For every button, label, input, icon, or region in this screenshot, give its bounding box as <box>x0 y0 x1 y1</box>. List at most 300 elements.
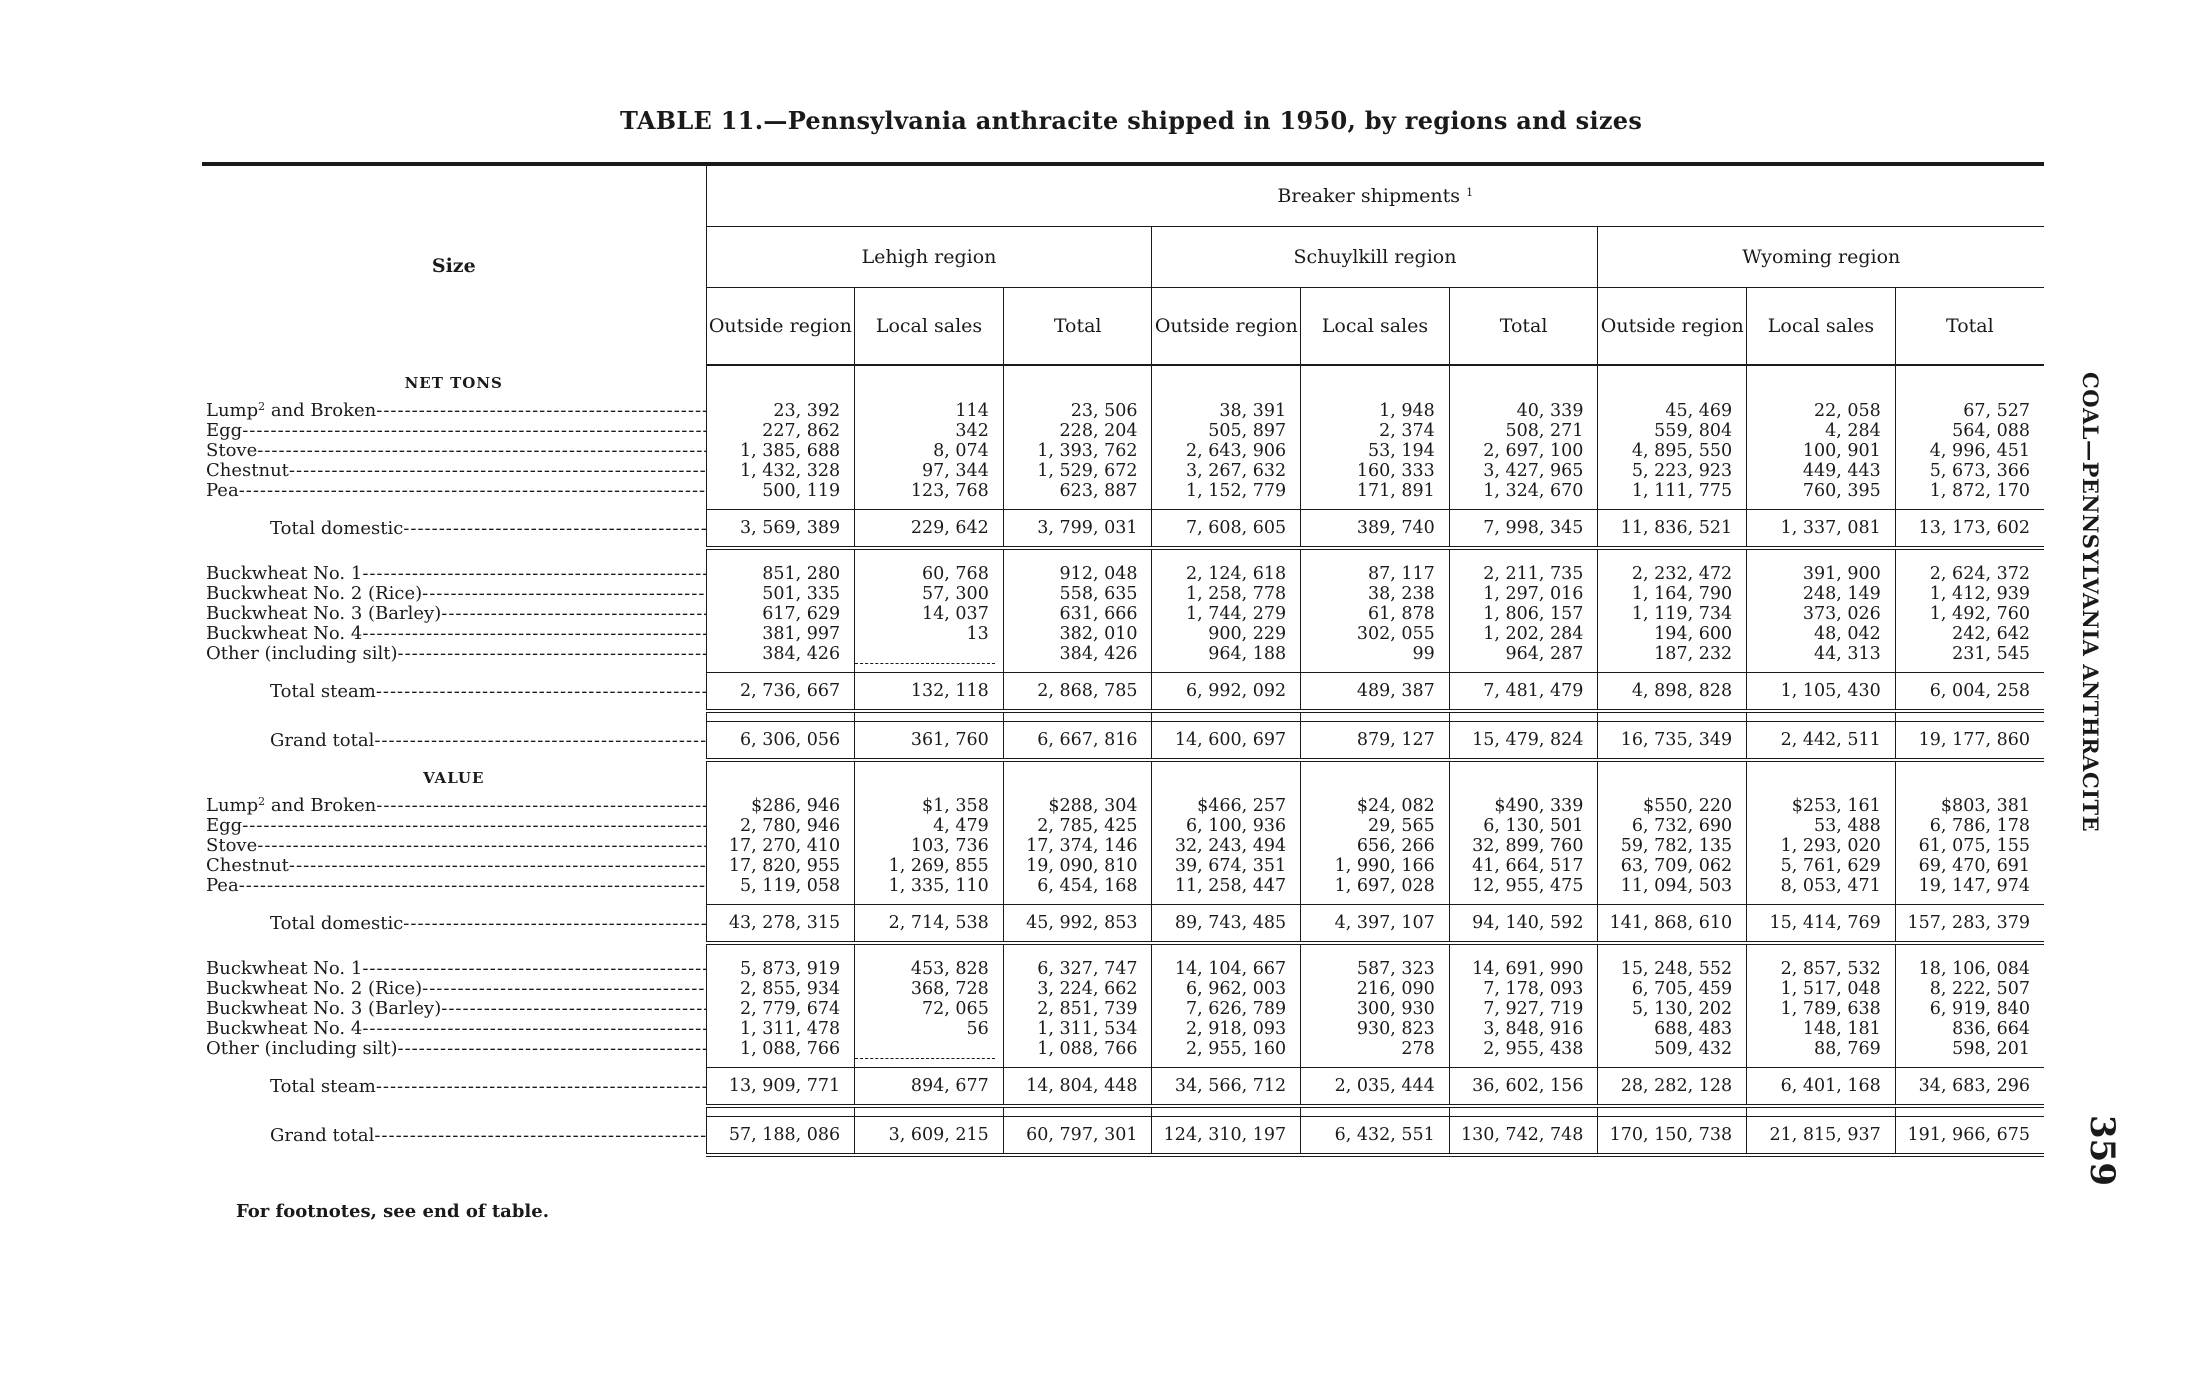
grand-total-row-label: Grand total ----- <box>202 1117 706 1156</box>
value-cell: 21, 815, 937 <box>1747 1117 1896 1156</box>
table-row <box>202 644 2044 664</box>
value-cell: $24, 082 <box>1301 796 1450 816</box>
value-cell: 384, 426 <box>1003 644 1152 664</box>
subcol-total: Total <box>1449 288 1598 366</box>
value-cell: 1, 492, 760 <box>1929 604 2030 624</box>
table-row <box>202 979 2044 999</box>
value-cell: 5, 673, 366 <box>1929 461 2030 481</box>
value-cell: 1, 806, 157 <box>1449 604 1598 624</box>
value-cell: 1, 872, 170 <box>1929 481 2030 501</box>
value-cell: 6, 705, 459 <box>1598 979 1747 999</box>
value-cell: 5, 119, 058 <box>706 876 855 896</box>
value-cell: 53, 488 <box>1747 816 1896 836</box>
value-cell: 1, 697, 028 <box>1301 876 1450 896</box>
row-label: Buckwheat No. 2 (Rice) ----- <box>202 979 706 999</box>
table-row <box>202 604 2044 624</box>
value-cell: 384, 426 <box>706 644 855 664</box>
grand-total-row <box>202 1117 2044 1156</box>
subcol-total: Total <box>1003 288 1152 366</box>
subcol-local-sales: Local sales <box>1747 288 1896 366</box>
value-cell: 508, 271 <box>1449 421 1598 441</box>
value-cell: 836, 664 <box>1952 1019 2030 1039</box>
value-cell: 6, 786, 178 <box>1929 816 2030 836</box>
value-cell: 1, 119, 734 <box>1598 604 1747 624</box>
value-cell: 300, 930 <box>1301 999 1450 1019</box>
value-cell: 38, 238 <box>1301 584 1450 604</box>
value-cell: 598, 201 <box>1952 1039 2030 1059</box>
value-cell: 15, 479, 824 <box>1449 722 1598 761</box>
subcol-outside-region: Outside region <box>1598 288 1747 366</box>
table-row <box>202 1039 2044 1059</box>
value-cell: 2, 851, 739 <box>1003 999 1152 1019</box>
value-cell: 1, 164, 790 <box>1598 584 1747 604</box>
value-cell: 1, 529, 672 <box>1003 461 1152 481</box>
value-cell: 59, 782, 135 <box>1598 836 1747 856</box>
value-cell: 760, 395 <box>1747 481 1896 501</box>
value-cell: 18, 106, 084 <box>1918 959 2030 979</box>
row-label: Buckwheat No. 2 (Rice) ----- <box>202 584 706 604</box>
table-row <box>202 816 2044 836</box>
grand-total-row <box>202 722 2044 761</box>
value-cell: 2, 955, 160 <box>1152 1039 1301 1059</box>
value-cell: 1, 335, 110 <box>855 876 1004 896</box>
value-cell: 94, 140, 592 <box>1449 905 1598 944</box>
running-header: COAL—PENNSYLVANIA ANTHRACITE <box>2078 372 2103 833</box>
value-cell: 1, 111, 775 <box>1598 481 1747 501</box>
value-cell: 228, 204 <box>1003 421 1152 441</box>
value-cell: 3, 569, 389 <box>706 510 855 549</box>
value-cell: 373, 026 <box>1747 604 1896 624</box>
value-cell: $288, 304 <box>1003 796 1152 816</box>
value-cell: 368, 728 <box>855 979 1004 999</box>
value-cell: 23, 506 <box>1003 401 1152 421</box>
value-cell: 509, 432 <box>1598 1039 1747 1059</box>
spacer-row <box>202 1106 2044 1117</box>
row-label: Chestnut ----- <box>202 461 706 481</box>
value-cell: 453, 828 <box>855 959 1004 979</box>
blank-value-dash <box>855 1046 995 1059</box>
table-header <box>202 164 2044 365</box>
value-cell: 6, 004, 258 <box>1895 673 2044 712</box>
value-cell: 132, 118 <box>855 673 1004 712</box>
value-cell: 13, 909, 771 <box>706 1068 855 1107</box>
value-cell: 6, 306, 056 <box>706 722 855 761</box>
value-cell: 5, 761, 629 <box>1747 856 1896 876</box>
value-cell: 103, 736 <box>855 836 1004 856</box>
value-cell: 2, 232, 472 <box>1598 564 1747 584</box>
value-cell: 191, 966, 675 <box>1895 1117 2044 1156</box>
section-heading: NET TONS <box>202 365 706 401</box>
value-cell: 489, 387 <box>1301 673 1450 712</box>
value-cell: 12, 955, 475 <box>1449 876 1598 896</box>
subtotal-row-label: Total domestic ----- <box>202 510 706 549</box>
value-cell: $253, 161 <box>1747 796 1896 816</box>
section-heading: VALUE <box>202 760 706 796</box>
value-cell: 14, 600, 697 <box>1152 722 1301 761</box>
value-cell: 2, 785, 425 <box>1003 816 1152 836</box>
value-cell: 2, 779, 674 <box>706 999 855 1019</box>
value-cell: 558, 635 <box>1003 584 1152 604</box>
size-column-header: Size <box>202 166 706 365</box>
value-cell: 2, 714, 538 <box>855 905 1004 944</box>
value-cell: 22, 058 <box>1747 401 1896 421</box>
row-label: Buckwheat No. 1 ----- <box>202 959 706 979</box>
value-cell: 8, 222, 507 <box>1929 979 2030 999</box>
value-cell: 39, 674, 351 <box>1152 856 1301 876</box>
value-cell: 1, 105, 430 <box>1747 673 1896 712</box>
value-cell: 1, 088, 766 <box>706 1039 855 1059</box>
table-row <box>202 461 2044 481</box>
footnote-marker: 2 <box>258 796 266 808</box>
value-cell: 3, 609, 215 <box>855 1117 1004 1156</box>
value-cell: 3, 224, 662 <box>1003 979 1152 999</box>
page-number: 359 <box>2082 1115 2122 1186</box>
value-cell: 15, 414, 769 <box>1747 905 1896 944</box>
value-cell: 2, 736, 667 <box>706 673 855 712</box>
row-label: Other (including silt) ----- <box>202 644 706 664</box>
value-cell: 382, 010 <box>1003 624 1152 644</box>
value-cell: 7, 178, 093 <box>1449 979 1598 999</box>
value-cell: 900, 229 <box>1152 624 1301 644</box>
value-cell: 688, 483 <box>1598 1019 1747 1039</box>
value-cell: 449, 443 <box>1747 461 1896 481</box>
table-row <box>202 624 2044 644</box>
value-cell: 302, 055 <box>1301 624 1450 644</box>
value-cell: 4, 479 <box>855 816 1004 836</box>
table-body <box>202 365 2044 1155</box>
value-cell: 100, 901 <box>1747 441 1896 461</box>
value-cell: 2, 624, 372 <box>1929 564 2030 584</box>
value-cell: 389, 740 <box>1301 510 1450 549</box>
value-cell: 501, 335 <box>706 584 855 604</box>
table-row <box>202 876 2044 896</box>
value-cell: 23, 392 <box>706 401 855 421</box>
value-cell: 160, 333 <box>1301 461 1450 481</box>
value-cell: 1, 088, 766 <box>1003 1039 1152 1059</box>
value-cell: 32, 899, 760 <box>1449 836 1598 856</box>
value-cell: 2, 211, 735 <box>1449 564 1598 584</box>
value-cell: 34, 566, 712 <box>1152 1068 1301 1107</box>
value-cell: 187, 232 <box>1598 644 1747 664</box>
value-cell: 6, 919, 840 <box>1929 999 2030 1019</box>
value-cell: 14, 104, 667 <box>1152 959 1301 979</box>
value-cell: 6, 401, 168 <box>1747 1068 1896 1107</box>
value-cell: 851, 280 <box>706 564 855 584</box>
table-row <box>202 999 2044 1019</box>
row-label: Egg ----- <box>202 421 706 441</box>
value-cell: 170, 150, 738 <box>1598 1117 1747 1156</box>
value-cell: 7, 626, 789 <box>1152 999 1301 1019</box>
value-cell: 879, 127 <box>1301 722 1450 761</box>
value-cell: 381, 997 <box>706 624 855 644</box>
value-cell: 1, 311, 478 <box>706 1019 855 1039</box>
value-cell: 56 <box>855 1019 1004 1039</box>
subtotal-row-label: Total steam ----- <box>202 673 706 712</box>
subcol-outside-region: Outside region <box>1152 288 1301 366</box>
row-label: Buckwheat No. 3 (Barley) ----- <box>202 604 706 624</box>
row-label: Other (including silt) ----- <box>202 1039 706 1059</box>
value-cell: 2, 868, 785 <box>1003 673 1152 712</box>
table-title: TABLE 11.—Pennsylvania anthracite shipped in 1950, by regions and sizes <box>620 106 1643 135</box>
value-cell: 964, 287 <box>1449 644 1598 664</box>
value-cell: 19, 090, 810 <box>1003 856 1152 876</box>
value-cell: 41, 664, 517 <box>1449 856 1598 876</box>
value-cell: 57, 188, 086 <box>706 1117 855 1156</box>
region-header-lehigh: Lehigh region <box>706 227 1152 288</box>
value-cell: 1, 948 <box>1301 401 1450 421</box>
value-cell: 124, 310, 197 <box>1152 1117 1301 1156</box>
value-cell: 72, 065 <box>855 999 1004 1019</box>
value-cell: 6, 732, 690 <box>1598 816 1747 836</box>
section-heading-row <box>202 365 2044 401</box>
anthracite-table <box>202 162 2044 1157</box>
value-cell: 1, 744, 279 <box>1152 604 1301 624</box>
value-cell: 171, 891 <box>1301 481 1450 501</box>
value-cell: 19, 177, 860 <box>1895 722 2044 761</box>
value-cell: 14, 804, 448 <box>1003 1068 1152 1107</box>
value-cell: 930, 823 <box>1301 1019 1450 1039</box>
blank-value-dash <box>855 651 995 664</box>
table-row <box>202 564 2044 584</box>
value-cell: 16, 735, 349 <box>1598 722 1747 761</box>
value-cell: 2, 643, 906 <box>1152 441 1301 461</box>
value-cell: 17, 374, 146 <box>1003 836 1152 856</box>
table-row <box>202 1019 2044 1039</box>
value-cell: $286, 946 <box>706 796 855 816</box>
footnote: For footnotes, see end of table. <box>236 1201 549 1222</box>
value-cell: 8, 053, 471 <box>1747 876 1896 896</box>
value-cell: 4, 898, 828 <box>1598 673 1747 712</box>
value-cell: 1, 293, 020 <box>1747 836 1896 856</box>
value-cell: 13, 173, 602 <box>1895 510 2044 549</box>
value-cell: 1, 269, 855 <box>855 856 1004 876</box>
table-row <box>202 836 2044 856</box>
value-cell: $466, 257 <box>1152 796 1301 816</box>
value-cell: 229, 642 <box>855 510 1004 549</box>
subtotal-row <box>202 510 2044 549</box>
value-cell: 45, 469 <box>1598 401 1747 421</box>
value-cell: 89, 743, 485 <box>1152 905 1301 944</box>
value-cell: 5, 130, 202 <box>1598 999 1747 1019</box>
value-cell: 87, 117 <box>1301 564 1450 584</box>
value-cell: 194, 600 <box>1598 624 1747 644</box>
value-cell: 7, 608, 605 <box>1152 510 1301 549</box>
value-cell: 912, 048 <box>1003 564 1152 584</box>
value-cell: 88, 769 <box>1747 1039 1896 1059</box>
subtotal-row-label: Total steam ----- <box>202 1068 706 1107</box>
value-cell: 1, 152, 779 <box>1152 481 1301 501</box>
table-row <box>202 481 2044 501</box>
row-label: Pea ----- <box>202 876 706 896</box>
breaker-shipments-header: Breaker shipments $^1$ <box>706 166 2044 227</box>
value-cell: 114 <box>855 401 1004 421</box>
value-cell: 61, 075, 155 <box>1918 836 2030 856</box>
value-cell: 2, 855, 934 <box>706 979 855 999</box>
value-cell: $490, 339 <box>1449 796 1598 816</box>
value-cell: 7, 481, 479 <box>1449 673 1598 712</box>
value-cell: 656, 266 <box>1301 836 1450 856</box>
value-cell: 2, 780, 946 <box>706 816 855 836</box>
value-cell: 6, 962, 003 <box>1152 979 1301 999</box>
value-cell: 248, 149 <box>1747 584 1896 604</box>
value-cell: 11, 836, 521 <box>1598 510 1747 549</box>
value-cell: 6, 667, 816 <box>1003 722 1152 761</box>
value-cell: 894, 677 <box>855 1068 1004 1107</box>
value-cell: 4, 996, 451 <box>1929 441 2030 461</box>
value-cell: 6, 432, 551 <box>1301 1117 1450 1156</box>
value-cell: 32, 243, 494 <box>1152 836 1301 856</box>
subtotal-row-label: Total domestic ----- <box>202 905 706 944</box>
region-header-schuylkill: Schuylkill region <box>1152 227 1598 288</box>
value-cell: 7, 927, 719 <box>1449 999 1598 1019</box>
value-cell: 617, 629 <box>706 604 855 624</box>
value-cell: 1, 324, 670 <box>1449 481 1598 501</box>
value-cell: 3, 267, 632 <box>1152 461 1301 481</box>
value-cell: 1, 789, 638 <box>1747 999 1896 1019</box>
value-cell: 97, 344 <box>855 461 1004 481</box>
subtotal-row <box>202 905 2044 944</box>
value-cell: 57, 300 <box>855 584 1004 604</box>
value-cell: 1, 517, 048 <box>1747 979 1896 999</box>
value-cell: 1, 337, 081 <box>1747 510 1896 549</box>
value-cell: 40, 339 <box>1449 401 1598 421</box>
value-cell: 500, 119 <box>706 481 855 501</box>
region-header-wyoming: Wyoming region <box>1598 227 2044 288</box>
value-cell: 242, 642 <box>1952 624 2030 644</box>
value-cell: 44, 313 <box>1747 644 1896 664</box>
table-row <box>202 584 2044 604</box>
row-label: Pea ----- <box>202 481 706 501</box>
value-cell: 559, 804 <box>1598 421 1747 441</box>
value-cell: 505, 897 <box>1152 421 1301 441</box>
value-cell: 123, 768 <box>855 481 1004 501</box>
value-cell: $1, 358 <box>855 796 1004 816</box>
value-cell: 61, 878 <box>1301 604 1450 624</box>
value-cell: $550, 220 <box>1598 796 1747 816</box>
value-cell: 342 <box>855 421 1004 441</box>
value-cell: 623, 887 <box>1003 481 1152 501</box>
value-cell: 2, 442, 511 <box>1747 722 1896 761</box>
spacer-row <box>202 943 2044 959</box>
value-cell: 13 <box>855 624 1004 644</box>
row-label: Stove ----- <box>202 836 706 856</box>
value-cell: 14, 037 <box>855 604 1004 624</box>
value-cell: 1, 202, 284 <box>1449 624 1598 644</box>
value-cell: 564, 088 <box>1952 421 2030 441</box>
value-cell: 28, 282, 128 <box>1598 1068 1747 1107</box>
subtotal-row <box>202 673 2044 712</box>
grand-total-row-label: Grand total ----- <box>202 722 706 761</box>
row-label: Lump$^2$ and Broken ----- <box>202 796 706 816</box>
value-cell: 1, 258, 778 <box>1152 584 1301 604</box>
value-cell: 15, 248, 552 <box>1598 959 1747 979</box>
value-cell: 99 <box>1301 644 1450 664</box>
value-cell: 4, 895, 550 <box>1598 441 1747 461</box>
value-cell: 1, 311, 534 <box>1003 1019 1152 1039</box>
value-cell: 43, 278, 315 <box>706 905 855 944</box>
spacer-row <box>202 501 2044 510</box>
spacer-row <box>202 664 2044 673</box>
value-cell: 141, 868, 610 <box>1598 905 1747 944</box>
value-cell: 1, 990, 166 <box>1301 856 1450 876</box>
table-row <box>202 401 2044 421</box>
row-label: Chestnut ----- <box>202 856 706 876</box>
footnote-marker: 2 <box>258 401 266 413</box>
value-cell: 67, 527 <box>1963 401 2030 421</box>
value-cell: 216, 090 <box>1301 979 1450 999</box>
value-cell: 2, 857, 532 <box>1747 959 1896 979</box>
value-cell: 14, 691, 990 <box>1449 959 1598 979</box>
subcol-total: Total <box>1895 288 2044 366</box>
value-cell: 1, 297, 016 <box>1449 584 1598 604</box>
row-label: Buckwheat No. 3 (Barley) ----- <box>202 999 706 1019</box>
value-cell: 3, 799, 031 <box>1003 510 1152 549</box>
value-cell: 34, 683, 296 <box>1895 1068 2044 1107</box>
table-row <box>202 796 2044 816</box>
value-cell: 278 <box>1301 1039 1450 1059</box>
spacer-row <box>202 711 2044 722</box>
subcol-local-sales: Local sales <box>855 288 1004 366</box>
table-row <box>202 959 2044 979</box>
spacer-row <box>202 548 2044 564</box>
value-cell: 361, 760 <box>855 722 1004 761</box>
value-cell: 4, 397, 107 <box>1301 905 1450 944</box>
value-cell: 231, 545 <box>1952 644 2030 664</box>
value-cell: 7, 998, 345 <box>1449 510 1598 549</box>
value-cell: 2, 955, 438 <box>1449 1039 1598 1059</box>
row-label: Buckwheat No. 1 ----- <box>202 564 706 584</box>
value-cell: 69, 470, 691 <box>1918 856 2030 876</box>
value-cell: 1, 385, 688 <box>706 441 855 461</box>
value-cell: 148, 181 <box>1747 1019 1896 1039</box>
value-cell: 6, 130, 501 <box>1449 816 1598 836</box>
value-cell: 1, 412, 939 <box>1929 584 2030 604</box>
value-cell: 2, 918, 093 <box>1152 1019 1301 1039</box>
value-cell: 48, 042 <box>1747 624 1896 644</box>
value-cell: 1, 393, 762 <box>1003 441 1152 461</box>
table-row <box>202 441 2044 461</box>
value-cell: 2, 374 <box>1301 421 1450 441</box>
value-cell: 6, 454, 168 <box>1003 876 1152 896</box>
value-cell: 1, 432, 328 <box>706 461 855 481</box>
value-cell: 3, 427, 965 <box>1449 461 1598 481</box>
value-cell: 11, 258, 447 <box>1152 876 1301 896</box>
value-cell: 2, 035, 444 <box>1301 1068 1450 1107</box>
value-cell: 4, 284 <box>1747 421 1896 441</box>
value-cell: 60, 768 <box>855 564 1004 584</box>
value-cell: 53, 194 <box>1301 441 1450 461</box>
value-cell: 29, 565 <box>1301 816 1450 836</box>
row-label: Egg ----- <box>202 816 706 836</box>
value-cell: 631, 666 <box>1003 604 1152 624</box>
value-cell: 11, 094, 503 <box>1598 876 1747 896</box>
row-label: Stove ----- <box>202 441 706 461</box>
row-label: Buckwheat No. 4 ----- <box>202 624 706 644</box>
subtotal-row <box>202 1068 2044 1107</box>
value-cell: 6, 992, 092 <box>1152 673 1301 712</box>
value-cell: 2, 697, 100 <box>1449 441 1598 461</box>
value-cell: 38, 391 <box>1152 401 1301 421</box>
value-cell: 157, 283, 379 <box>1895 905 2044 944</box>
value-cell: 63, 709, 062 <box>1598 856 1747 876</box>
value-cell: 6, 100, 936 <box>1152 816 1301 836</box>
value-cell: 60, 797, 301 <box>1003 1117 1152 1156</box>
value-cell: 17, 820, 955 <box>706 856 855 876</box>
value-cell: 36, 602, 156 <box>1449 1068 1598 1107</box>
table-row <box>202 856 2044 876</box>
value-cell: 964, 188 <box>1152 644 1301 664</box>
value-cell: 5, 223, 923 <box>1598 461 1747 481</box>
